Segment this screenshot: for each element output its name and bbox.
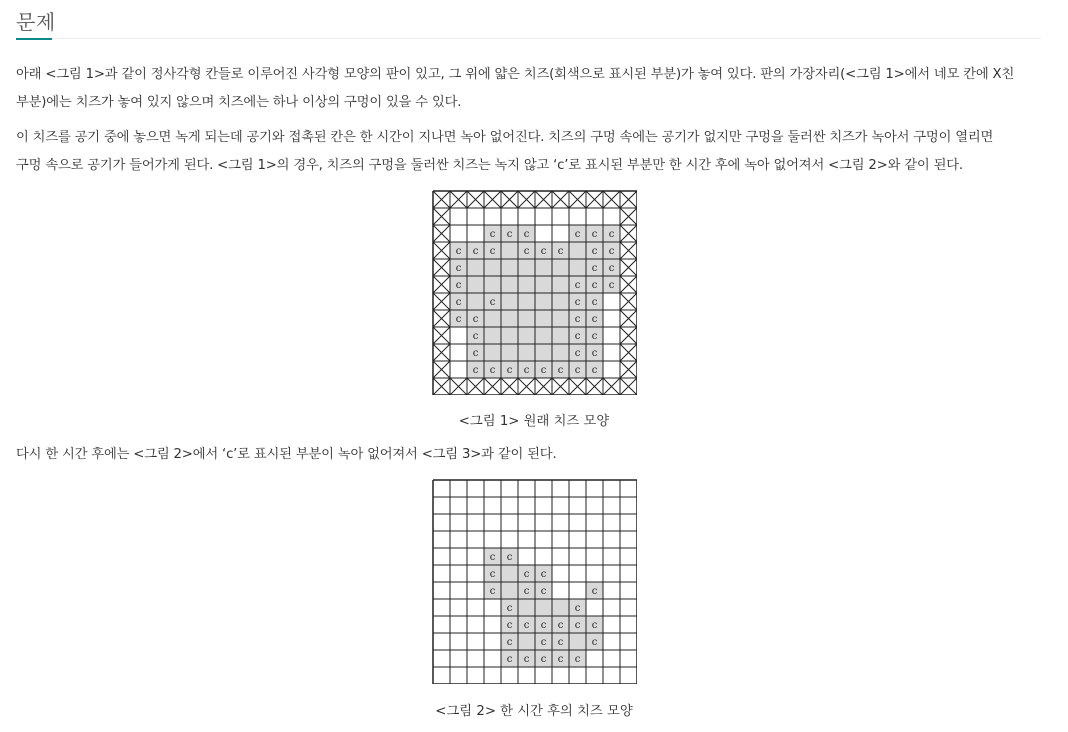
cell-label-c: c [489, 297, 495, 308]
cell-label-c: c [540, 586, 546, 597]
cheese-cell [501, 565, 518, 582]
cheese-cell [518, 344, 535, 361]
cheese-cell [467, 293, 484, 310]
cell-label-c: c [455, 263, 461, 274]
cheese-cell [552, 259, 569, 276]
cell-label-c: c [557, 246, 563, 257]
cell-label-c: c [591, 229, 597, 240]
cheese-cell [501, 259, 518, 276]
cell-label-c: c [455, 280, 461, 291]
cell-label-c: c [591, 620, 597, 631]
paragraph-2 [16, 124, 1046, 180]
figure-1-caption: <그림 1> 원래 치즈 모양 [458, 414, 610, 429]
cheese-cell [569, 242, 586, 259]
cheese-cell [518, 633, 535, 650]
paragraph-2-line-1: 이 치즈를 공기 중에 놓으면 녹게 되는데 공기와 접촉된 칸은 한 시간이 지나면 녹아 없어진다. 치즈의 구멍 속에는 공기가 없지만 구멍을 둘러싼 치즈가 녹아서 구멍이 열리면 [16, 130, 994, 145]
cheese-cell [501, 293, 518, 310]
cell-label-c: c [472, 314, 478, 325]
title-accent-bar [16, 38, 52, 40]
cheese-cell [467, 276, 484, 293]
cell-label-c: c [557, 654, 563, 665]
figure-2-caption: <그림 2> 한 시간 후의 치즈 모양 [435, 704, 633, 719]
cell-label-c: c [591, 297, 597, 308]
cheese-cell [501, 582, 518, 599]
cell-label-c: c [591, 314, 597, 325]
cheese-cell [552, 310, 569, 327]
cell-label-c: c [591, 637, 597, 648]
cell-label-c: c [489, 246, 495, 257]
cheese-cell [535, 344, 552, 361]
cheese-cell [535, 276, 552, 293]
cell-label-c: c [608, 280, 614, 291]
cell-label-c: c [455, 297, 461, 308]
cell-label-c: c [540, 365, 546, 376]
cheese-cell [552, 599, 569, 616]
figure-1-grid [432, 190, 637, 395]
cell-label-c: c [472, 348, 478, 359]
paragraph-3 [16, 441, 1046, 469]
cell-label-c: c [608, 246, 614, 257]
cell-label-c: c [506, 603, 512, 614]
cell-label-c: c [574, 280, 580, 291]
cheese-cell [501, 327, 518, 344]
cell-label-c: c [506, 552, 512, 563]
cell-label-c: c [523, 229, 529, 240]
cell-label-c: c [574, 603, 580, 614]
cell-label-c: c [472, 331, 478, 342]
cell-label-c: c [506, 620, 512, 631]
paragraph-1-line-1: 아래 <그림 1>과 같이 정사각형 칸들로 이루어진 사각형 모양의 판이 있고, 그 위에 얇은 치즈(회색으로 표시된 부분)가 놓여 있다. 판의 가장자리(<그림 1>에서 네모 칸에 X친 [16, 67, 1015, 82]
cell-label-c: c [591, 348, 597, 359]
cell-label-c: c [540, 654, 546, 665]
cell-label-c: c [591, 280, 597, 291]
cell-label-c: c [472, 365, 478, 376]
cheese-cell [518, 310, 535, 327]
cheese-cell [501, 310, 518, 327]
cell-label-c: c [574, 365, 580, 376]
cell-label-c: c [591, 263, 597, 274]
cell-label-c: c [540, 620, 546, 631]
paragraph-1 [16, 61, 1046, 117]
cell-label-c: c [540, 246, 546, 257]
cell-label-c: c [506, 365, 512, 376]
cheese-cell [467, 259, 484, 276]
cell-label-c: c [574, 229, 580, 240]
cheese-cell [484, 276, 501, 293]
cheese-cell [535, 310, 552, 327]
cell-label-c: c [557, 365, 563, 376]
cell-label-c: c [557, 620, 563, 631]
cell-label-c: c [523, 569, 529, 580]
figure-1 [0, 190, 1068, 395]
cheese-cell [484, 310, 501, 327]
cheese-cell [552, 344, 569, 361]
cheese-cell [484, 344, 501, 361]
cell-label-c: c [540, 569, 546, 580]
cell-label-c: c [574, 654, 580, 665]
title-divider [16, 38, 1041, 39]
cell-label-c: c [523, 654, 529, 665]
cheese-cell [501, 276, 518, 293]
cheese-cell [535, 599, 552, 616]
cheese-cell [484, 327, 501, 344]
cell-label-c: c [506, 229, 512, 240]
cell-label-c: c [523, 586, 529, 597]
cheese-cell [501, 344, 518, 361]
cell-label-c: c [591, 365, 597, 376]
cell-label-c: c [574, 620, 580, 631]
cheese-cell [501, 242, 518, 259]
cheese-cell [518, 327, 535, 344]
cell-label-c: c [506, 637, 512, 648]
cell-label-c: c [523, 620, 529, 631]
cell-label-c: c [557, 637, 563, 648]
cell-label-c: c [574, 297, 580, 308]
cheese-cell [518, 599, 535, 616]
cell-label-c: c [489, 586, 495, 597]
cell-label-c: c [608, 229, 614, 240]
section-title: 문제 [16, 10, 56, 34]
cheese-cell [535, 293, 552, 310]
paragraph-1-line-2: 부분)에는 치즈가 놓여 있지 않으며 치즈에는 하나 이상의 구멍이 있을 수 있다. [16, 95, 462, 110]
paragraph-2-line-2: 구멍 속으로 공기가 들어가게 된다. <그림 1>의 경우, 치즈의 구멍을 둘러싼 치즈는 녹지 않고 ‘c’로 표시된 부분만 한 시간 후에 녹아 없어져서 <그림 2>와 같이 된다. [16, 158, 963, 173]
cell-label-c: c [591, 586, 597, 597]
cell-label-c: c [540, 637, 546, 648]
cheese-cell [518, 293, 535, 310]
cell-label-c: c [608, 263, 614, 274]
cheese-cell [569, 259, 586, 276]
figure-2-grid [432, 479, 637, 684]
cell-label-c: c [574, 348, 580, 359]
cheese-cell [552, 293, 569, 310]
cell-label-c: c [574, 331, 580, 342]
cell-label-c: c [455, 246, 461, 257]
figure-2 [0, 479, 1068, 684]
cell-label-c: c [523, 365, 529, 376]
cell-label-c: c [489, 229, 495, 240]
cheese-cell [552, 327, 569, 344]
cell-label-c: c [591, 331, 597, 342]
cell-label-c: c [489, 365, 495, 376]
cheese-cell [569, 633, 586, 650]
cheese-cell [535, 259, 552, 276]
cell-label-c: c [574, 314, 580, 325]
cell-label-c: c [489, 552, 495, 563]
cell-label-c: c [489, 569, 495, 580]
cell-label-c: c [506, 654, 512, 665]
cheese-cell [535, 327, 552, 344]
cell-label-c: c [455, 314, 461, 325]
cell-label-c: c [472, 246, 478, 257]
cell-label-c: c [591, 246, 597, 257]
cell-label-c: c [523, 246, 529, 257]
cheese-cell [518, 259, 535, 276]
cheese-cell [484, 259, 501, 276]
cheese-cell [552, 276, 569, 293]
cheese-cell [518, 276, 535, 293]
paragraph-3-line-1: 다시 한 시간 후에는 <그림 2>에서 ‘c’로 표시된 부분이 녹아 없어져서 <그림 3>과 같이 된다. [16, 447, 557, 462]
